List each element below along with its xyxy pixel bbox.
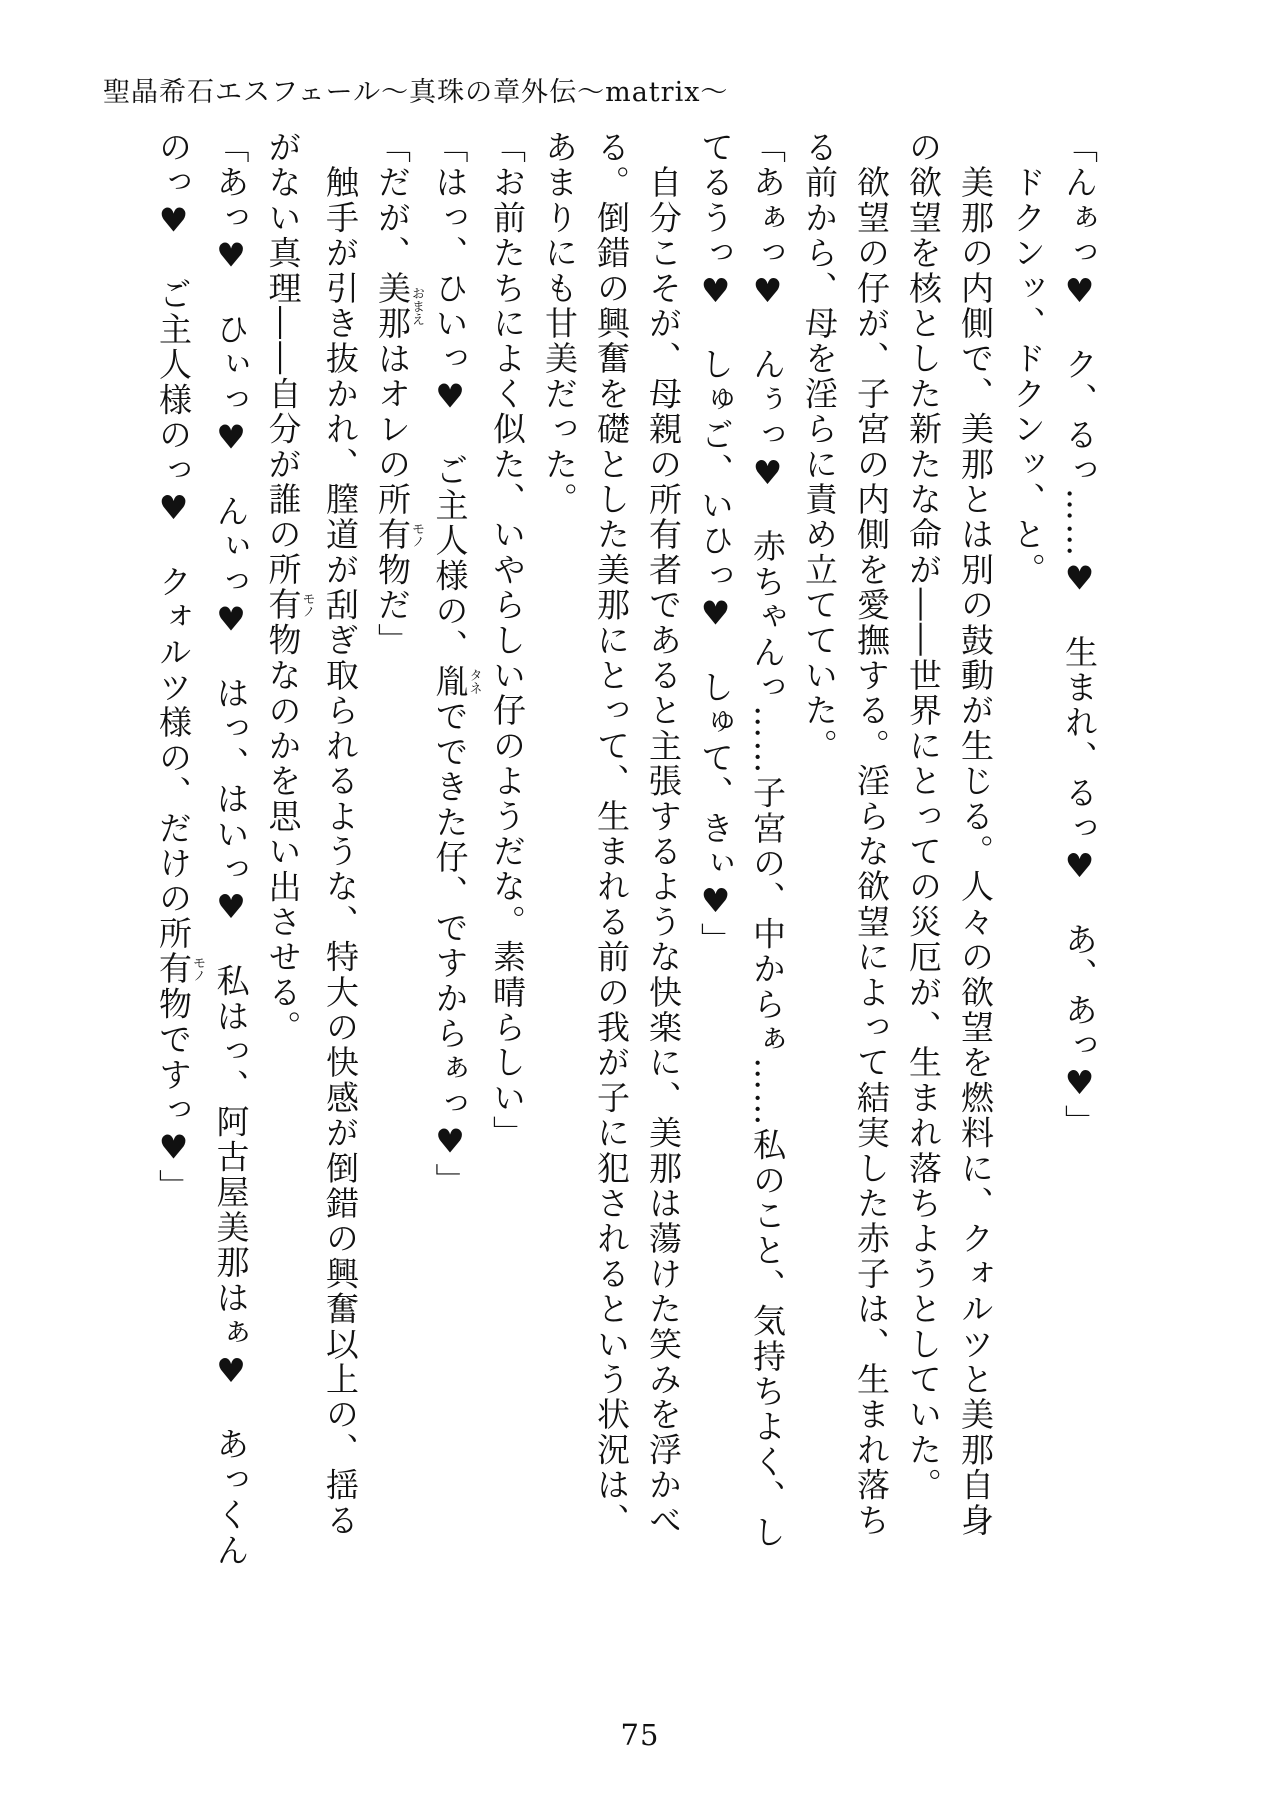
text-column: 自分こそが、母親の所有者であると主張するような快楽に、美那は蕩けた笑みを浮かべ bbox=[644, 130, 683, 1538]
ruby-annotated-word: 所有物モノ bbox=[154, 916, 205, 1023]
ruby-annotated-word: 所有物モノ bbox=[373, 482, 424, 588]
page-header-title: 聖晶希石エスフェール～真珠の章外伝～matrix～ bbox=[103, 77, 729, 108]
text-column: がない真理――自分が誰の所有物モノなのかを思い出させる。 bbox=[263, 130, 315, 1046]
text-column: る前から、母を淫らに責め立てていた。 bbox=[800, 130, 839, 764]
text-column: 「あっ♥ ひぃっ♥ んぃっ♥ はっ、はいっ♥ 私はっ、阿古屋美那はぁ♥ あっくん bbox=[211, 130, 251, 1568]
text-column: 「あぁっ♥ んぅっ♥ 赤ちゃんっ……子宮の、中からぁ……私のこと、気持ちよく、し bbox=[748, 130, 787, 1550]
ruby-annotated-word: 所有物モノ bbox=[263, 552, 315, 659]
text-column: あまりにも甘美だった。 bbox=[540, 130, 579, 518]
text-column: 欲望の仔が、子宮の内側を愛撫する。淫らな欲望によって結実した赤子は、生まれ落ち bbox=[852, 130, 891, 1538]
text-column: のっ♥ ご主人様のっ♥ クォルツ様の、だけの所有物モノですっ♥」 bbox=[154, 130, 205, 1205]
text-column: ドクンッ、ドクンッ、と。 bbox=[1008, 130, 1047, 588]
text-column: る。倒錯の興奮を礎とした美那にとって、生まれる前の我が子に犯されるという状況は、 bbox=[592, 130, 631, 1538]
text-column: の欲望を核とした新たな命が――世界にとっての災厄が、生まれ落ちようとしていた。 bbox=[904, 130, 943, 1503]
text-column: 「はっ、ひいっ♥ ご主人様の、胤タネでできた仔、ですからぁっ♥」 bbox=[430, 130, 482, 1199]
text-column: 「んぁっ♥ ク、るっ……♥ 生まれ、るっ♥ あ、あっ♥」 bbox=[1060, 130, 1099, 1140]
text-column: 触手が引き抜かれ、膣道が刮ぎ取られるような、特大の快感が倒錯の興奮以上の、揺る bbox=[321, 130, 360, 1538]
text-column: 「だが、美那おまえはオレの所有物モノだ」 bbox=[373, 130, 424, 659]
text-column: 「お前たちによく似た、いやらしい仔のようだな。素晴らしい」 bbox=[488, 130, 527, 1151]
ruby-annotated-word: 美那おまえ bbox=[373, 270, 424, 342]
text-column: てるうっ♥ しゅご、いひっ♥ しゅて、きぃ♥」 bbox=[696, 130, 735, 958]
page-number: 75 bbox=[620, 1718, 660, 1752]
ruby-annotated-word: 胤タネ bbox=[430, 664, 482, 700]
text-column: 美那の内側で、美那とは別の鼓動が生じる。人々の欲望を燃料に、クォルツと美那自身 bbox=[956, 130, 995, 1538]
body-text bbox=[147, 130, 1105, 1568]
